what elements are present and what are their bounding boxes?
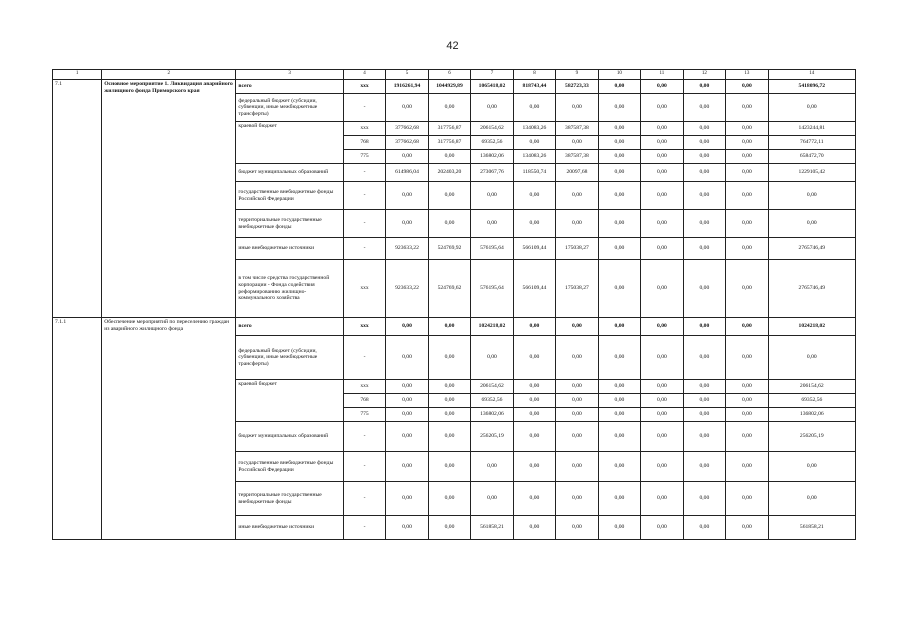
- amount-cell: 0,00: [598, 164, 640, 182]
- amount-cell: 387587,38: [556, 150, 598, 164]
- amount-cell: 206154,62: [471, 122, 513, 136]
- funding-source: бюджет муниципальных образований: [236, 422, 343, 452]
- amount-cell: 0,00: [556, 516, 598, 540]
- amount-cell: 0,00: [683, 516, 725, 540]
- budget-code: xxx: [343, 260, 385, 318]
- budget-code: xxx: [343, 80, 385, 94]
- amount-cell: 0,00: [641, 80, 683, 94]
- amount-cell: 175038,27: [556, 238, 598, 260]
- amount-cell: 0,00: [428, 94, 470, 122]
- amount-cell: 0,00: [386, 452, 428, 482]
- amount-cell: 0,00: [726, 260, 768, 318]
- budget-code: -: [343, 516, 385, 540]
- amount-cell: 0,00: [726, 394, 768, 408]
- amount-cell: 0,00: [428, 422, 470, 452]
- amount-cell: 0,00: [598, 94, 640, 122]
- amount-cell: 0,00: [471, 452, 513, 482]
- column-header: 9: [556, 70, 598, 80]
- amount-cell: 0,00: [641, 422, 683, 452]
- amount-cell: 317756,87: [428, 136, 470, 150]
- amount-cell: 256205,19: [471, 422, 513, 452]
- amount-cell: 0,00: [428, 516, 470, 540]
- amount-cell: 764772,11: [768, 136, 855, 150]
- amount-cell: 0,00: [641, 394, 683, 408]
- amount-cell: 576195,64: [471, 238, 513, 260]
- amount-cell: 387587,38: [556, 122, 598, 136]
- amount-cell: 0,00: [598, 80, 640, 94]
- amount-cell: 0,00: [641, 452, 683, 482]
- amount-cell: 0,00: [556, 408, 598, 422]
- budget-code: -: [343, 210, 385, 238]
- amount-cell: 134083,26: [513, 150, 555, 164]
- amount-cell: 1065418,02: [471, 80, 513, 94]
- amount-cell: 0,00: [726, 408, 768, 422]
- amount-cell: 377662,68: [386, 122, 428, 136]
- amount-cell: 0,00: [556, 394, 598, 408]
- funding-source: федеральный бюджет (субсидии, субвенции, иные межбюджетные трансферты): [236, 94, 343, 122]
- amount-cell: 0,00: [683, 336, 725, 380]
- amount-cell: 0,00: [386, 422, 428, 452]
- amount-cell: 0,00: [726, 516, 768, 540]
- budget-code: 768: [343, 394, 385, 408]
- amount-cell: 0,00: [726, 122, 768, 136]
- amount-cell: 0,00: [683, 182, 725, 210]
- amount-cell: 0,00: [556, 452, 598, 482]
- amount-cell: 0,00: [513, 318, 555, 336]
- amount-cell: 0,00: [386, 516, 428, 540]
- amount-cell: 0,00: [726, 150, 768, 164]
- amount-cell: 561858,21: [768, 516, 855, 540]
- amount-cell: 0,00: [683, 408, 725, 422]
- amount-cell: 118550,74: [513, 164, 555, 182]
- amount-cell: 256205,19: [768, 422, 855, 452]
- amount-cell: 1024218,02: [471, 318, 513, 336]
- measure-name: Основное мероприятие 1. Ликвидация аварийного жилищного фонда Приморского края: [102, 80, 236, 318]
- amount-cell: 0,00: [556, 94, 598, 122]
- amount-cell: 0,00: [641, 318, 683, 336]
- budget-code: 775: [343, 408, 385, 422]
- amount-cell: 0,00: [598, 136, 640, 150]
- amount-cell: 0,00: [726, 94, 768, 122]
- amount-cell: 0,00: [386, 482, 428, 516]
- amount-cell: 0,00: [641, 380, 683, 394]
- funding-source: иные внебюджетные источники: [236, 238, 343, 260]
- budget-table: [52, 69, 856, 540]
- funding-source: государственные внебюджетные фонды Российской Федерации: [236, 182, 343, 210]
- column-header: 13: [726, 70, 768, 80]
- amount-cell: 175038,27: [556, 260, 598, 318]
- amount-cell: 0,00: [386, 318, 428, 336]
- row-number: 7.1.1: [53, 318, 102, 540]
- amount-cell: 0,00: [683, 380, 725, 394]
- amount-cell: 1024218,02: [768, 318, 855, 336]
- amount-cell: 566109,44: [513, 238, 555, 260]
- amount-cell: 2765746,49: [768, 238, 855, 260]
- table-row: [53, 80, 856, 94]
- funding-source: территориальные государственные внебюджетные фонды: [236, 210, 343, 238]
- funding-source: в том числе средства государственной корпорации - Фонда содействия реформированию жилищно-коммунального хозяйства: [236, 260, 343, 318]
- amount-cell: 0,00: [428, 394, 470, 408]
- amount-cell: 658472,70: [768, 150, 855, 164]
- amount-cell: 582723,33: [556, 80, 598, 94]
- amount-cell: 0,00: [471, 94, 513, 122]
- amount-cell: 0,00: [471, 182, 513, 210]
- page-number: 42: [446, 40, 459, 52]
- amount-cell: 0,00: [556, 336, 598, 380]
- amount-cell: 0,00: [598, 408, 640, 422]
- amount-cell: 0,00: [641, 182, 683, 210]
- amount-cell: 0,00: [513, 422, 555, 452]
- amount-cell: 0,00: [428, 210, 470, 238]
- amount-cell: 0,00: [726, 380, 768, 394]
- amount-cell: 0,00: [598, 336, 640, 380]
- amount-cell: 0,00: [513, 210, 555, 238]
- amount-cell: 1916261,94: [386, 80, 428, 94]
- amount-cell: 0,00: [641, 164, 683, 182]
- amount-cell: 0,00: [683, 210, 725, 238]
- amount-cell: 0,00: [598, 260, 640, 318]
- amount-cell: 0,00: [641, 210, 683, 238]
- amount-cell: 0,00: [726, 336, 768, 380]
- amount-cell: 0,00: [683, 94, 725, 122]
- funding-source: всего: [236, 318, 343, 336]
- amount-cell: 69352,56: [471, 394, 513, 408]
- amount-cell: 0,00: [683, 318, 725, 336]
- budget-code: xxx: [343, 122, 385, 136]
- amount-cell: 0,00: [513, 408, 555, 422]
- budget-code: 768: [343, 136, 385, 150]
- amount-cell: 0,00: [428, 452, 470, 482]
- amount-cell: 0,00: [768, 210, 855, 238]
- amount-cell: 206154,62: [768, 380, 855, 394]
- amount-cell: 0,00: [726, 182, 768, 210]
- amount-cell: 0,00: [556, 136, 598, 150]
- amount-cell: 0,00: [641, 136, 683, 150]
- amount-cell: 614986,04: [386, 164, 428, 182]
- amount-cell: 0,00: [471, 482, 513, 516]
- amount-cell: 0,00: [768, 182, 855, 210]
- budget-code: -: [343, 482, 385, 516]
- amount-cell: 1229105,42: [768, 164, 855, 182]
- amount-cell: 0,00: [598, 516, 640, 540]
- budget-code: -: [343, 94, 385, 122]
- amount-cell: 0,00: [683, 482, 725, 516]
- amount-cell: 20097,68: [556, 164, 598, 182]
- amount-cell: 0,00: [768, 94, 855, 122]
- amount-cell: 0,00: [428, 408, 470, 422]
- amount-cell: 0,00: [726, 238, 768, 260]
- column-header: 2: [102, 70, 236, 80]
- funding-source: государственные внебюджетные фонды Российской Федерации: [236, 452, 343, 482]
- amount-cell: 0,00: [386, 94, 428, 122]
- column-header: 4: [343, 70, 385, 80]
- amount-cell: 2765746,49: [768, 260, 855, 318]
- amount-cell: 0,00: [598, 122, 640, 136]
- amount-cell: 0,00: [683, 260, 725, 318]
- amount-cell: 0,00: [641, 482, 683, 516]
- amount-cell: 576195,64: [471, 260, 513, 318]
- amount-cell: 317756,87: [428, 122, 470, 136]
- amount-cell: 69352,56: [768, 394, 855, 408]
- amount-cell: 0,00: [428, 482, 470, 516]
- amount-cell: 0,00: [598, 452, 640, 482]
- amount-cell: 0,00: [513, 482, 555, 516]
- column-header: 6: [428, 70, 470, 80]
- amount-cell: 0,00: [428, 182, 470, 210]
- amount-cell: 0,00: [386, 336, 428, 380]
- amount-cell: 0,00: [726, 452, 768, 482]
- column-header: 10: [598, 70, 640, 80]
- amount-cell: 561858,21: [471, 516, 513, 540]
- amount-cell: 273067,76: [471, 164, 513, 182]
- amount-cell: 0,00: [598, 380, 640, 394]
- amount-cell: 0,00: [683, 394, 725, 408]
- amount-cell: 0,00: [683, 238, 725, 260]
- amount-cell: 0,00: [598, 150, 640, 164]
- amount-cell: 0,00: [386, 210, 428, 238]
- amount-cell: 566109,44: [513, 260, 555, 318]
- amount-cell: 0,00: [641, 516, 683, 540]
- amount-cell: 0,00: [598, 210, 640, 238]
- amount-cell: 0,00: [726, 318, 768, 336]
- amount-cell: 0,00: [598, 422, 640, 452]
- amount-cell: 0,00: [768, 482, 855, 516]
- amount-cell: 0,00: [556, 482, 598, 516]
- amount-cell: 0,00: [513, 516, 555, 540]
- budget-code: xxx: [343, 318, 385, 336]
- amount-cell: 0,00: [641, 408, 683, 422]
- amount-cell: 0,00: [513, 336, 555, 380]
- amount-cell: 0,00: [386, 182, 428, 210]
- amount-cell: 0,00: [386, 150, 428, 164]
- amount-cell: 0,00: [726, 482, 768, 516]
- measure-name: Обеспечение мероприятий по переселению граждан из аварийного жилищного фонда: [102, 318, 236, 540]
- funding-source: всего: [236, 80, 343, 94]
- column-header: 14: [768, 70, 855, 80]
- column-header: 11: [641, 70, 683, 80]
- amount-cell: 0,00: [386, 408, 428, 422]
- amount-cell: 923633,22: [386, 260, 428, 318]
- amount-cell: 0,00: [428, 380, 470, 394]
- table-row: [53, 318, 856, 336]
- column-header: 3: [236, 70, 343, 80]
- amount-cell: 69352,56: [471, 136, 513, 150]
- amount-cell: 0,00: [598, 182, 640, 210]
- budget-code: -: [343, 452, 385, 482]
- amount-cell: 0,00: [428, 150, 470, 164]
- column-header: 8: [513, 70, 555, 80]
- amount-cell: 1423244,81: [768, 122, 855, 136]
- amount-cell: 0,00: [641, 122, 683, 136]
- amount-cell: 0,00: [598, 482, 640, 516]
- amount-cell: 0,00: [513, 94, 555, 122]
- amount-cell: 1044929,89: [428, 80, 470, 94]
- column-header: 5: [386, 70, 428, 80]
- amount-cell: 136802,06: [471, 150, 513, 164]
- amount-cell: 0,00: [598, 318, 640, 336]
- amount-cell: 0,00: [513, 452, 555, 482]
- amount-cell: 0,00: [428, 318, 470, 336]
- amount-cell: 0,00: [726, 136, 768, 150]
- budget-code: -: [343, 336, 385, 380]
- amount-cell: 0,00: [641, 94, 683, 122]
- amount-cell: 0,00: [556, 380, 598, 394]
- amount-cell: 0,00: [726, 422, 768, 452]
- amount-cell: 0,00: [513, 136, 555, 150]
- amount-cell: 923633,22: [386, 238, 428, 260]
- amount-cell: 818743,44: [513, 80, 555, 94]
- amount-cell: 0,00: [471, 336, 513, 380]
- funding-source: бюджет муниципальных образований: [236, 164, 343, 182]
- funding-source: иные внебюджетные источники: [236, 516, 343, 540]
- amount-cell: 0,00: [556, 318, 598, 336]
- amount-cell: 0,00: [598, 394, 640, 408]
- amount-cell: 0,00: [768, 336, 855, 380]
- amount-cell: 206154,62: [471, 380, 513, 394]
- amount-cell: 0,00: [556, 422, 598, 452]
- amount-cell: 0,00: [556, 182, 598, 210]
- amount-cell: 0,00: [726, 164, 768, 182]
- amount-cell: 0,00: [641, 260, 683, 318]
- budget-code: 775: [343, 150, 385, 164]
- amount-cell: 0,00: [641, 336, 683, 380]
- amount-cell: 0,00: [513, 380, 555, 394]
- amount-cell: 524769,62: [428, 260, 470, 318]
- funding-source: краевой бюджет: [236, 380, 343, 422]
- amount-cell: 134083,26: [513, 122, 555, 136]
- amount-cell: 0,00: [683, 80, 725, 94]
- amount-cell: 0,00: [683, 136, 725, 150]
- amount-cell: 0,00: [726, 80, 768, 94]
- amount-cell: 0,00: [428, 336, 470, 380]
- amount-cell: 0,00: [641, 150, 683, 164]
- amount-cell: 0,00: [683, 122, 725, 136]
- amount-cell: 136802,06: [768, 408, 855, 422]
- funding-source: территориальные государственные внебюджетные фонды: [236, 482, 343, 516]
- budget-code: xxx: [343, 380, 385, 394]
- amount-cell: 524769,92: [428, 238, 470, 260]
- funding-source: краевой бюджет: [236, 122, 343, 164]
- amount-cell: 0,00: [768, 452, 855, 482]
- column-header: 7: [471, 70, 513, 80]
- amount-cell: 0,00: [471, 210, 513, 238]
- amount-cell: 0,00: [683, 422, 725, 452]
- amount-cell: 5418096,72: [768, 80, 855, 94]
- budget-code: -: [343, 164, 385, 182]
- amount-cell: 0,00: [726, 210, 768, 238]
- budget-code: -: [343, 182, 385, 210]
- row-number: 7.1: [53, 80, 102, 318]
- column-header: 12: [683, 70, 725, 80]
- amount-cell: 202403,20: [428, 164, 470, 182]
- amount-cell: 0,00: [386, 394, 428, 408]
- budget-code: -: [343, 238, 385, 260]
- amount-cell: 0,00: [683, 150, 725, 164]
- amount-cell: 0,00: [386, 380, 428, 394]
- amount-cell: 136802,06: [471, 408, 513, 422]
- amount-cell: 0,00: [556, 210, 598, 238]
- amount-cell: 0,00: [598, 238, 640, 260]
- budget-code: -: [343, 422, 385, 452]
- amount-cell: 0,00: [513, 182, 555, 210]
- amount-cell: 0,00: [683, 164, 725, 182]
- amount-cell: 0,00: [641, 238, 683, 260]
- funding-source: федеральный бюджет (субсидии, субвенции, иные межбюджетные трансферты): [236, 336, 343, 380]
- column-header: 1: [53, 70, 102, 80]
- amount-cell: 0,00: [513, 394, 555, 408]
- amount-cell: 377662,68: [386, 136, 428, 150]
- header-row: [53, 70, 856, 80]
- amount-cell: 0,00: [683, 452, 725, 482]
